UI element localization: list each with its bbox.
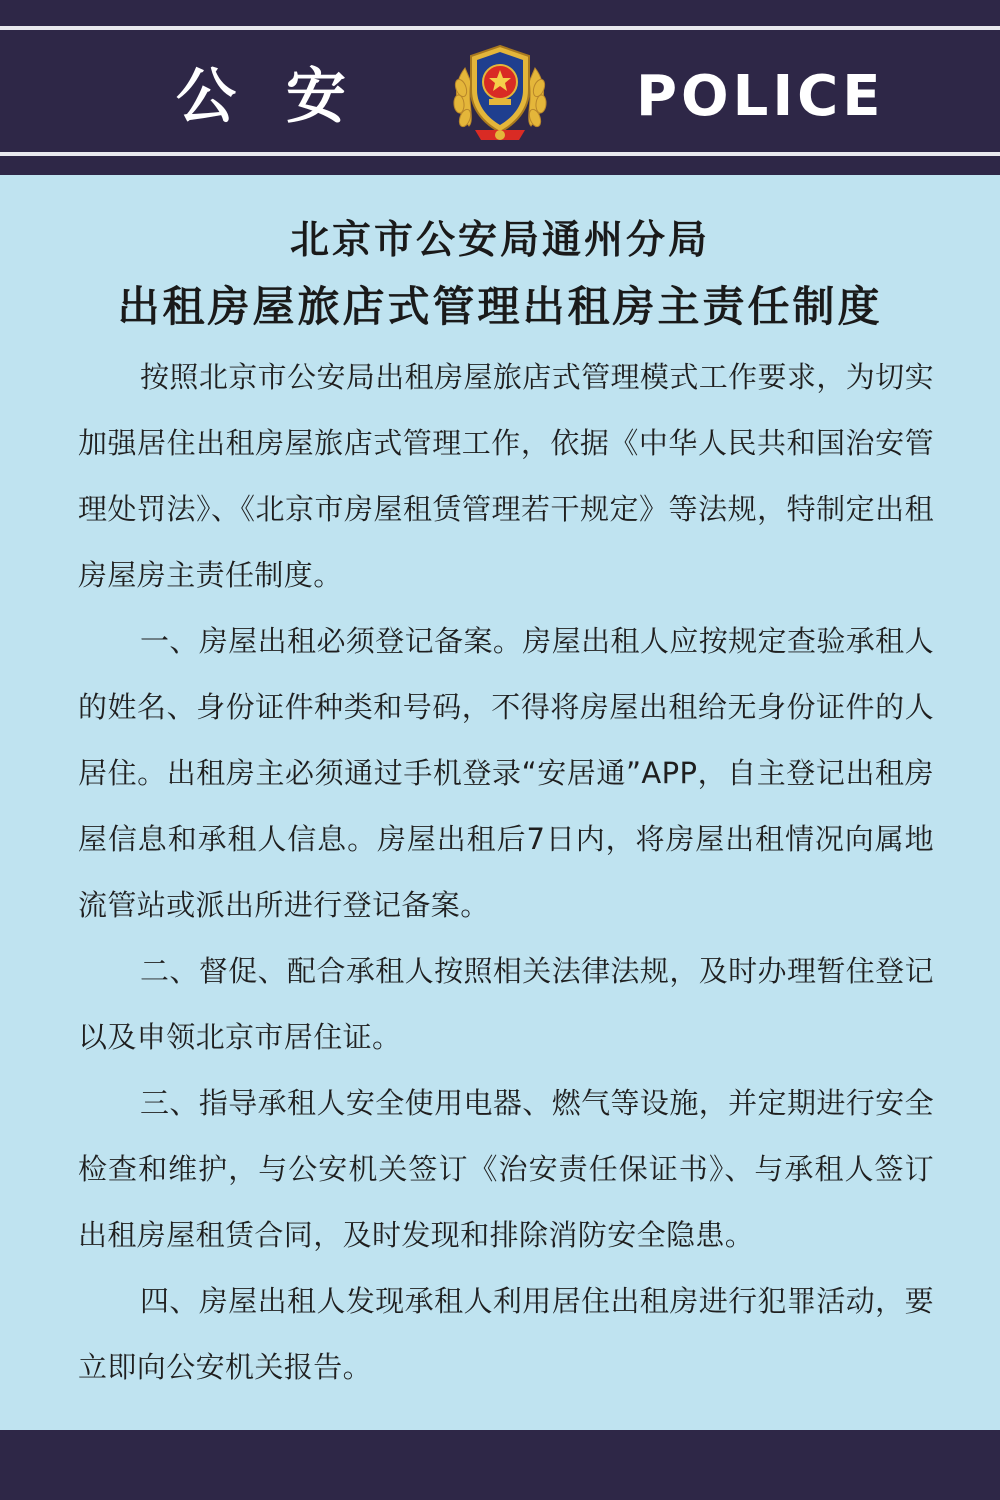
footer-band — [0, 1430, 1000, 1500]
document-body — [78, 344, 934, 1400]
police-header-band — [0, 0, 1000, 175]
paragraph-item-1: 一、房屋出租必须登记备案。房屋出租人应按规定查验承租人的姓名、身份证件种类和号码，不得将房屋出租给无身份证件的人居住。出租房主必须通过手机登录“安居通”APP，自主登记出租房屋信息和承租人信息。房屋出租后7日内，将房屋出租情况向属地流管站或派出所进行登记备案。 — [78, 624, 934, 922]
police-emblem-icon — [445, 38, 555, 148]
header-english-label: POLICE — [636, 64, 885, 129]
document-title-line1: 北京市公安局通州分局 — [289, 218, 710, 263]
paragraph-item-3: 三、指导承租人安全使用电器、燃气等设施，并定期进行安全检查和维护，与公安机关签订《治安责任保证书》、与承租人签订出租房屋租赁合同，及时发现和排除消防安全隐患。 — [78, 1086, 934, 1252]
paragraph-intro: 按照北京市公安局出租房屋旅店式管理模式工作要求，为切实加强居住出租房屋旅店式管理工作，依据《中华人民共和国治安管理处罚法》、《北京市房屋租赁管理若干规定》等法规，特制定出租房屋房主责任制度。 — [78, 360, 934, 592]
header-chinese-label: 公安 — [176, 62, 396, 132]
paragraph-item-2: 二、督促、配合承租人按照相关法律法规，及时办理暂住登记以及申领北京市居住证。 — [78, 954, 934, 1054]
paragraph-item-4: 四、房屋出租人发现承租人利用居住出租房进行犯罪活动，要立即向公安机关报告。 — [78, 1284, 934, 1384]
header-top-stripe — [0, 26, 1000, 30]
document-title-line2: 出租房屋旅店式管理出租房主责任制度 — [117, 282, 883, 331]
header-bottom-stripe — [0, 152, 1000, 156]
